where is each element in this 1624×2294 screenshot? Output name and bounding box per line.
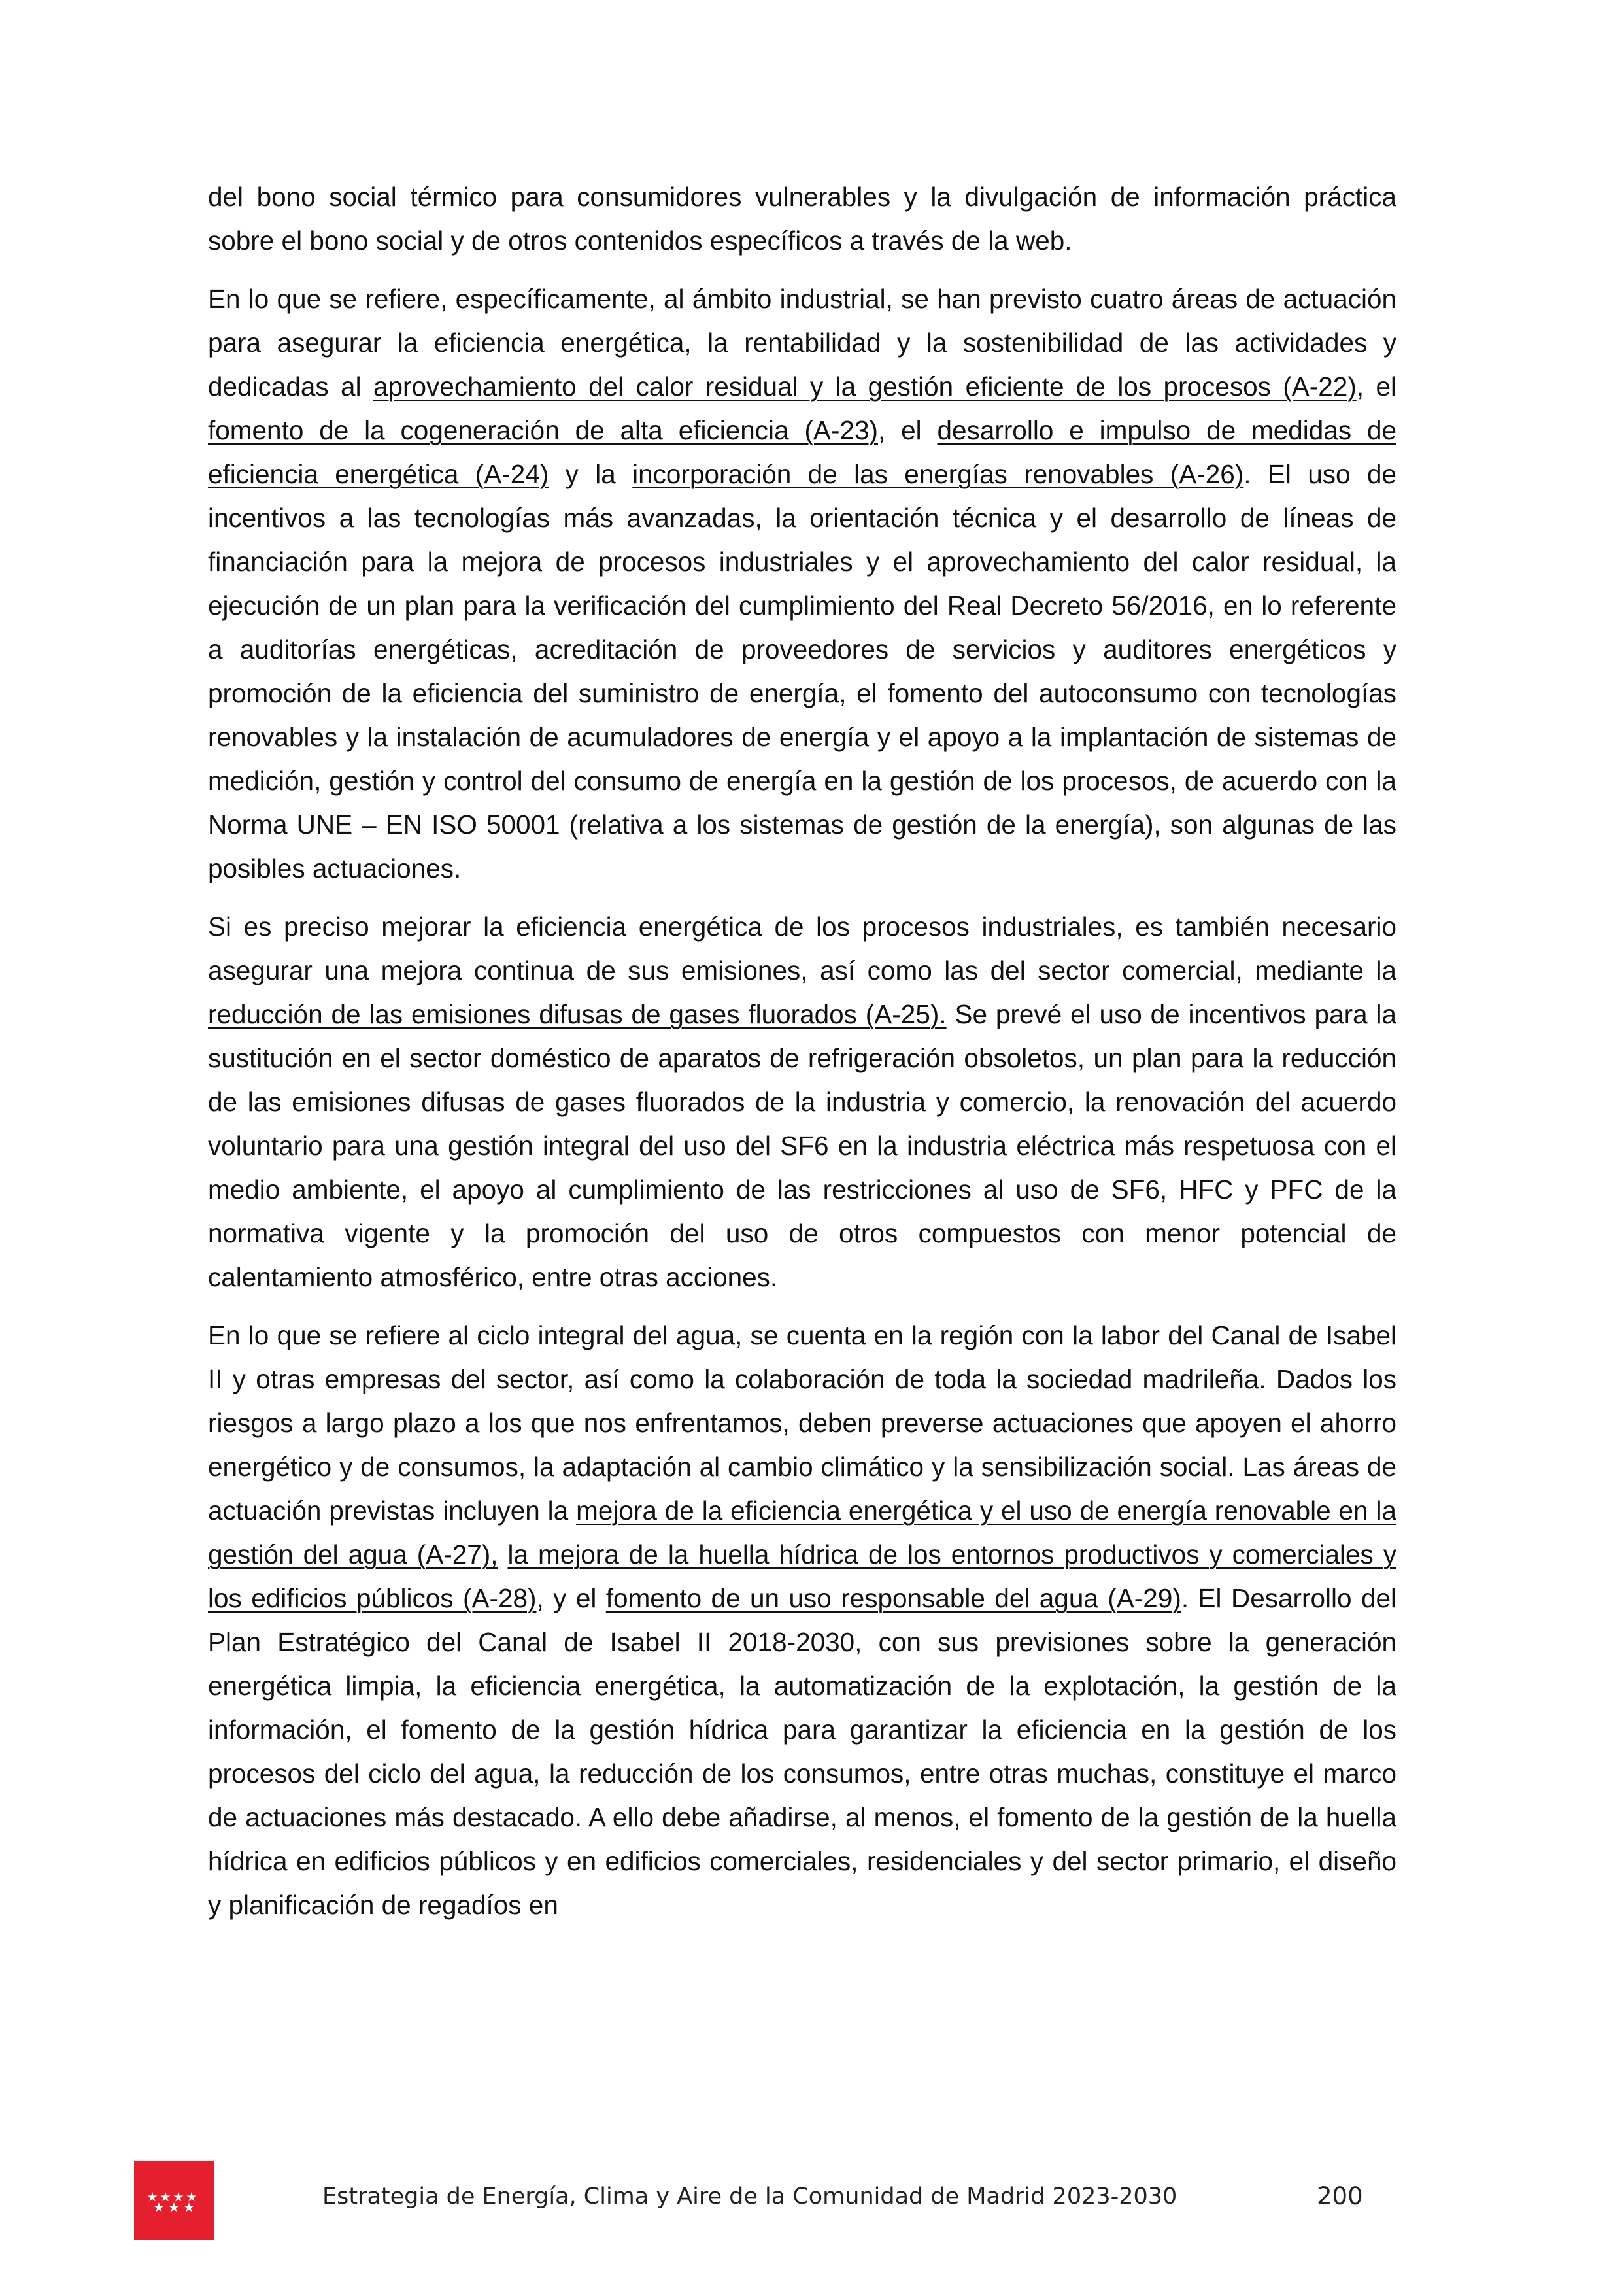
footer-document-title: Estrategia de Energía, Clima y Aire de la Comunidad de Madrid 2023-2030	[322, 2183, 1177, 2210]
star-icon	[184, 2202, 194, 2212]
star-icon	[154, 2202, 164, 2212]
link-a23[interactable]: fomento de la cogeneración de alta eficiencia (A-23)	[208, 415, 878, 445]
text-run: Se prevé el uso de incentivos para la sustitución en el sector doméstico de aparatos de refrigeración obsoletos, un plan para la reducción de las emisiones difusas de gases fluorados de la industria y comercio, la renovación del acuerdo voluntario para una gestión integral del uso del SF6 en la industria eléctrica más respetuosa con el medio ambiente, el apoyo al cumplimiento de las restricciones al uso de SF6, HFC y PFC de la normativa vigente y la promoción del uso de otros compuestos con menor potencial de calentamiento atmosférico, entre otras acciones.	[208, 999, 1396, 1292]
text-run: . El uso de incentivos a las tecnologías más avanzadas, la orientación técnica y el desarrollo de líneas de financiación para la mejora de procesos industriales y el aprovechamiento del calor residual, la ejecución de un plan para la verificación del cumplimiento del Real Decreto 56/2016, en lo referente a auditorías energéticas, acreditación de proveedores de servicios y auditores energéticos y promoción de la eficiencia del suministro de energía, el fomento del autoconsumo con tecnologías renovables y la instalación de acumuladores de energía y el apoyo a la implantación de sistemas de medición, gestión y control del consumo de energía en la gestión de los procesos, de acuerdo con la Norma UNE – EN ISO 50001 (relativa a los sistemas de gestión de la energía), son algunas de las posibles actuaciones.	[208, 459, 1396, 883]
link-a27[interactable]: mejora de la eficiencia energética y el uso de energía renovable en la gestión del agua (A-27),	[208, 1496, 1396, 1569]
paragraph	[208, 905, 1396, 1299]
star-icon	[161, 2192, 171, 2201]
link-a26[interactable]: incorporación de las energías renovables (A-26)	[632, 459, 1244, 489]
text-run: En lo que se refiere al ciclo integral del agua, se cuenta en la región con la labor del Canal de Isabel II y otras empresas del sector, así como la colaboración de toda la sociedad madrileña. Dados los riesgos a largo plazo a los que nos enfrentamos, deben preverse actuaciones que apoyen el ahorro energético y de consumos, la adaptación al cambio climático y la sensibilización social. Las áreas de actuación previstas incluyen la	[208, 1320, 1396, 1526]
text-run: , el	[1356, 371, 1397, 402]
star-icon	[148, 2192, 158, 2201]
text-run: y la	[549, 459, 633, 489]
link-a24[interactable]: desarrollo e impulso de medidas de eficiencia energética (A-24)	[208, 415, 1397, 489]
text-run: del bono social térmico para consumidores vulnerables y la divulgación de información práctica sobre el bono social y de otros contenidos específicos a través de la web.	[208, 182, 1396, 256]
text-run: , el	[877, 415, 938, 445]
stars-icon	[134, 2161, 214, 2240]
text-run: , y el	[536, 1583, 606, 1613]
link-a22[interactable]: aprovechamiento del calor residual y la gestión eficiente de los procesos (A-22)	[373, 371, 1357, 402]
text-run	[498, 1539, 507, 1569]
link-a25[interactable]: reducción de las emisiones difusas de gases fluorados (A-25).	[208, 999, 947, 1029]
paragraph	[208, 277, 1396, 891]
text-run: En lo que se refiere, específicamente, al ámbito industrial, se han previsto cuatro áreas de actuación para asegurar la eficiencia energética, la rentabilidad y la sostenibilidad de las actividades y dedicadas al	[208, 284, 1396, 402]
text-run: Si es preciso mejorar la eficiencia energética de los procesos industriales, es también necesario asegurar una mejora continua de sus emisiones, así como las del sector comercial, mediante la	[208, 912, 1396, 985]
comunidad-madrid-stars-icon	[134, 2161, 214, 2240]
star-icon	[169, 2202, 179, 2212]
paragraph	[208, 1314, 1396, 1927]
link-a29[interactable]: fomento de un uso responsable del agua (A-29)	[605, 1583, 1181, 1613]
text-run: . El Desarrollo del Plan Estratégico del Canal de Isabel II 2018-2030, con sus previsiones sobre la generación energética limpia, la eficiencia energética, la automatización de la explotación, la gestión de la información, el fomento de la gestión hídrica para garantizar la eficiencia en la gestión de los procesos del ciclo del agua, la reducción de los consumos, entre otras muchas, constituye el marco de actuaciones más destacado. A ello debe añadirse, al menos, el fomento de la gestión de la huella hídrica en edificios públicos y en edificios comerciales, residenciales y del sector primario, el diseño y planificación de regadíos en	[208, 1583, 1396, 1920]
paragraph	[208, 175, 1396, 263]
link-a28[interactable]: la mejora de la huella hídrica de los entornos productivos y comerciales y los edificios públicos (A-28)	[208, 1539, 1396, 1613]
page-number: 200	[1317, 2182, 1363, 2210]
star-icon	[174, 2192, 184, 2201]
star-icon	[187, 2192, 197, 2201]
document-body	[208, 175, 1396, 1942]
